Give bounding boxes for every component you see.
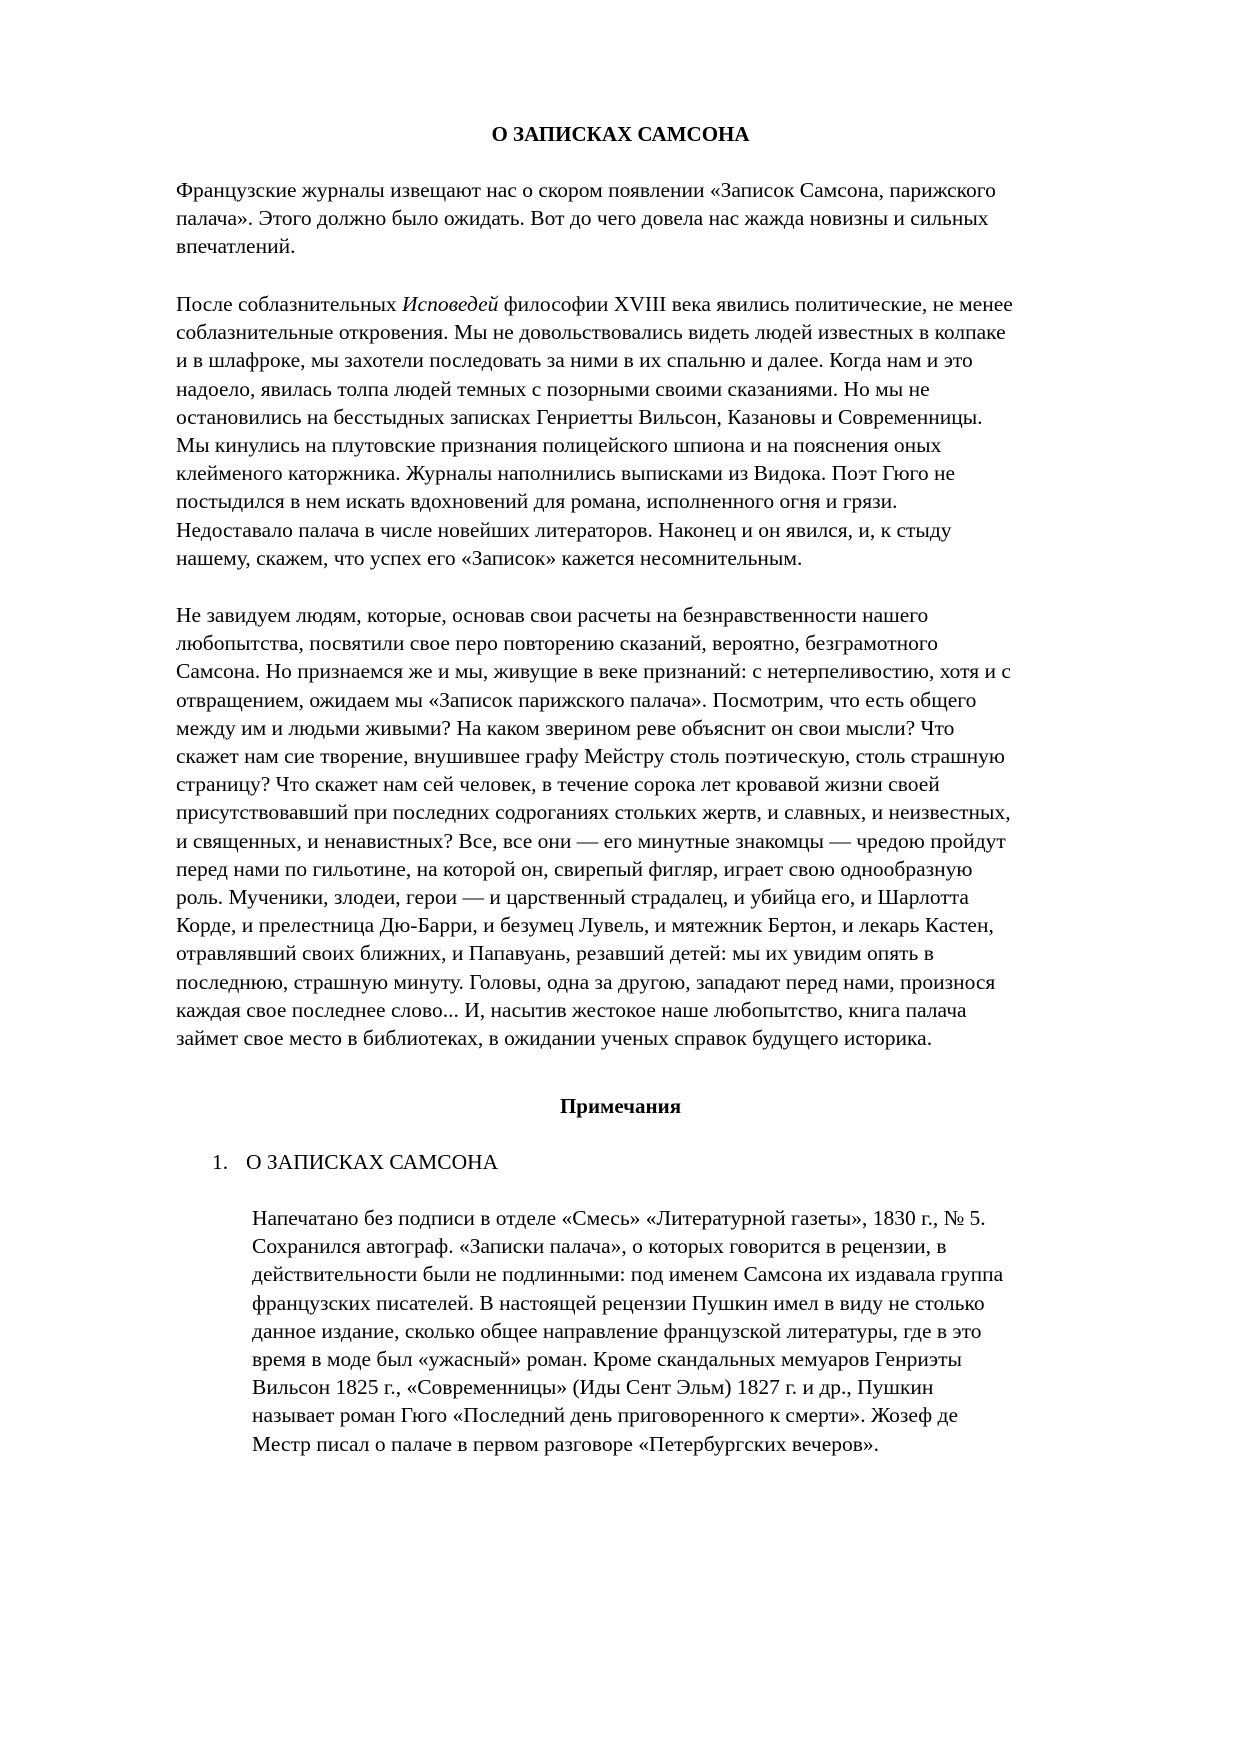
paragraph-2 bbox=[176, 290, 1136, 572]
note-title: О ЗАПИСКАХ САМСОНА bbox=[246, 1150, 499, 1174]
paragraph-2-rest: философии XVIII века явились политические, не менее соблазнительные откровения. Мы не довольствовались видеть людей известных в колпаке и в шлафроке, мы захотели последовать за ними в их спальню и далее. Когда нам и это надоело, явилась толпа людей темных с позорными своими сказаниями. Но мы не остановились на бесстыдных записках Генриетты Вильсон, Казановы и Современницы. Мы кинулись на плутовские признания полицейского шпиона и на пояснения оных клейменого каторжника. Журналы наполнились выписками из Видока. Поэт Гюго не постыдился в нем искать вдохновений для романа, исполненного огня и грязи. Недоставало палача в числе новейших литераторов. Наконец и он явился, и, к стыду нашему, скажем, что успех его «Записок» кажется несомнительным. bbox=[176, 292, 1013, 570]
note-number: 1. bbox=[212, 1150, 229, 1174]
paragraph-3: Не завидуем людям, которые, основав свои расчеты на безнравственности нашего любопытства, посвятили свое перо повторению сказаний, вероятно, безграмотного Самсона. Но признаемся же и мы, живущие в веке признаний: с нетерпеливостию, хотя и с отвращением, ожидаем мы «Записок парижского палача». Посмотрим, что есть общего между им и людьми живыми? На каком зверином реве объяснит он свои мысли? Что скажет нам сие творение, внушившее графу Мейстру столь поэтическую, столь страшную страницу? Что скажет нам сей человек, в течение сорока лет кровавой жизни своей присутствовавший при последних содроганиях стольких жертв, и славных, и неизвестных, и священных, и ненавистных? Все, все они — его минутные знакомцы — чредою пройдут перед нами по гильотине, на которой он, свирепый фигляр, играет свою однообразную роль. Мученики, злодеи, герои — и царственный страдалец, и убийца его, и Шарлотта Корде, и прелестница Дю-Барри, и безумец Лувель, и мятежник Бертон, и лекарь Кастен, отравлявший своих ближних, и Папавуань, резавший детей: мы их увидим опять в последнюю, страшную минуту. Головы, одна за другою, западают перед нами, произнося каждая свое последнее слово... И, насытив жестокое наше любопытство, книга палача займет свое место в библиотеках, в ожидании ученых справок будущего историка. bbox=[176, 603, 1011, 1051]
paragraph-1: Французские журналы извещают нас о скором появлении «Записок Самсона, парижского палача». Этого должно было ожидать. Вот до чего довела нас жажда новизны и сильных впечатлений. bbox=[176, 178, 996, 259]
paragraph-2-start: После соблазнительных bbox=[176, 292, 403, 316]
note-text: Напечатано без подписи в отделе «Смесь» «Литературной газеты», 1830 г., № 5. Сохранился автограф. «Записки палача», о которых говорится в рецензии, в действительности были не подлинными: под именем Самсона их издавала группа французских писателей. В настоящей рецензии Пушкин имел в виду не столько данное издание, сколько общее направление французской литературы, где в это время в моде был «ужасный» роман. Кроме скандальных мемуаров Генриэты Вильсон 1825 г., «Современницы» (Иды Сент Эльм) 1827 г. и др., Пушкин называет роман Гюго «Последний день приговоренного к смерти». Жозеф де Местр писал о палаче в первом разговоре «Петербургских вечеров». bbox=[252, 1206, 1004, 1456]
page-title: О ЗАПИСКАХ САМСОНА bbox=[491, 122, 750, 146]
notes-heading: Примечания bbox=[559, 1094, 682, 1118]
note-item-1 bbox=[176, 1148, 1136, 1176]
paragraph-2-italic-word: Исповедей bbox=[402, 292, 499, 316]
